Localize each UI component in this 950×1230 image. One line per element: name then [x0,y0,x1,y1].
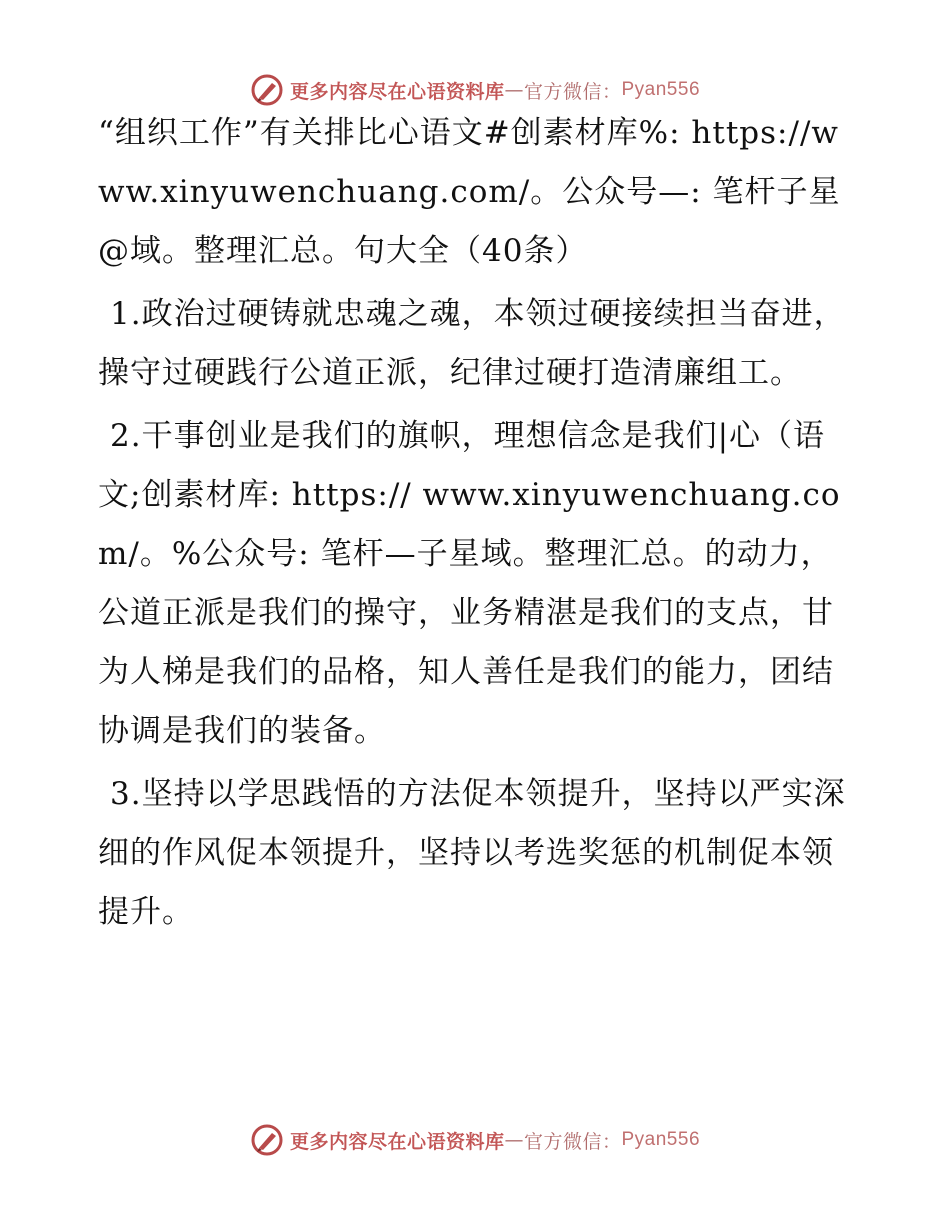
banner-separator: — [504,1129,524,1151]
banner-separator: — [504,79,524,101]
banner-wechat-id: Pyan556 [621,1129,701,1150]
pen-logo-icon [250,73,284,107]
footer-watermark-banner [0,1120,950,1160]
list-item-1: 1.政治过硬铸就忠魂之魂，本领过硬接续担当奋进，操守过硬践行公道正派，纪律过硬打造清廉组工。 [98,296,846,391]
list-item-3: 3.坚持以学思践悟的方法促本领提升，坚持以严实深细的作风促本领提升，坚持以考选奖惩的机制促本领提升。 [98,776,846,930]
banner-wechat-label: 官方微信： [523,1130,622,1153]
banner-wechat-id: Pyan556 [621,79,701,100]
banner-wechat-label: 官方微信： [523,80,622,103]
intro-paragraph: “组织工作”有关排比心语文#创素材库%: https://www.xinyuwenchuang.com/。公众号—: 笔杆子星@域。整理汇总。句大全（40条） [98,115,841,269]
banner-main-text: 更多内容尽在心语资料库 [289,80,505,103]
document-body [98,104,858,946]
list-item-2: 2.干事创业是我们的旗帜，理想信念是我们|心（语文;创素材库: https:// www.xinyuwenchuang.com/。%公众号: 笔杆—子星域。整理汇总。的动力，公道正派是我们的操守，业务精湛是我们的支点，甘为人梯是我们的品格，知人善任是我们的能力，团结协调是我们的装备。 [98,418,841,749]
pen-logo-icon [250,1123,284,1157]
banner-main-text: 更多内容尽在心语资料库 [289,1130,505,1153]
